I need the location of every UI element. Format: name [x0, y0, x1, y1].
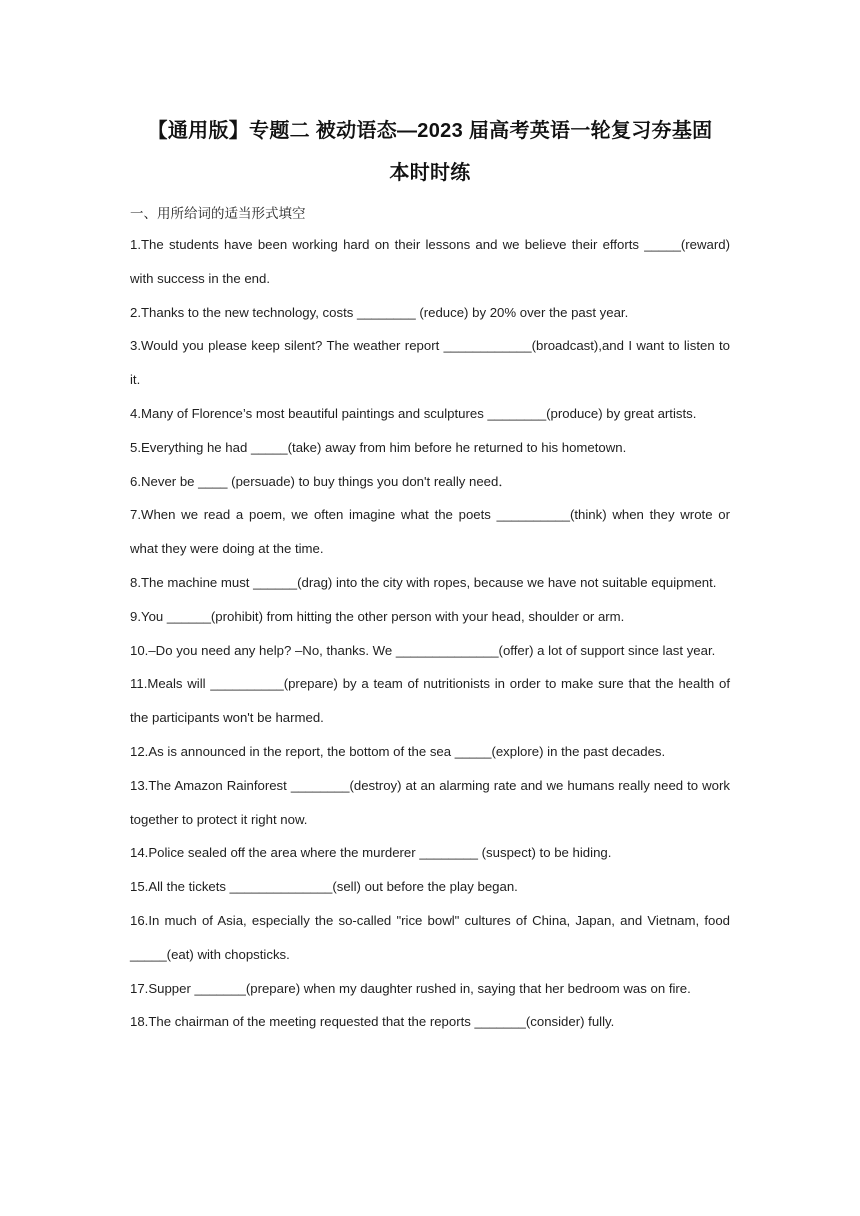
section-heading: 一、用所给词的适当形式填空 [130, 206, 306, 222]
question-item: 13.The Amazon Rainforest ________(destroy) at an alarming rate and we humans really need to work together to protect it right now. [130, 777, 730, 827]
title-line-1: 【通用版】专题二 被动语态—2023 届高考英语一轮复习夯基固 [147, 120, 713, 142]
page-title [100, 110, 760, 194]
question-item: 15.All the tickets ______________(sell) out before the play began. [130, 879, 518, 895]
question-item: 11.Meals will __________(prepare) by a team of nutritionists in order to make sure that the health of the participants won't be harmed. [130, 676, 730, 726]
question-item: 9.You ______(prohibit) from hitting the other person with your head, shoulder or arm. [130, 608, 625, 624]
question-item: 10.–Do you need any help? –No, thanks. We ______________(offer) a lot of support since last year. [130, 642, 716, 658]
question-item: 17.Supper _______(prepare) when my daughter rushed in, saying that her bedroom was on fire. [130, 980, 691, 996]
question-list [130, 228, 730, 1039]
question-item: 1.The students have been working hard on their lessons and we believe their efforts _____(reward) with success in the end. [130, 237, 730, 286]
question-item: 5.Everything he had _____(take) away from him before he returned to his hometown. [130, 439, 627, 455]
question-item: 14.Police sealed off the area where the murderer ________ (suspect) to be hiding. [130, 845, 612, 861]
question-item: 18.The chairman of the meeting requested that the reports _______(consider) fully. [130, 1014, 615, 1030]
question-item: 3.Would you please keep silent? The weather report ____________(broadcast),and I want to listen to it. [130, 338, 730, 388]
title-line-2: 本时时练 [389, 162, 471, 184]
question-item: 12.As is announced in the report, the bottom of the sea _____(explore) in the past decades. [130, 743, 666, 759]
question-item: 6.Never be ____ (persuade) to buy things you don't really need． [130, 473, 512, 489]
question-item: 8.The machine must ______(drag) into the city with ropes, because we have not suitable equipment. [130, 574, 717, 590]
question-item: 16.In much of Asia, especially the so-called "rice bowl" cultures of China, Japan, and Vietnam, food _____(eat) with chopsticks. [130, 912, 730, 962]
question-item: 4.Many of Florence’s most beautiful paintings and sculptures ________(produce) by great artists. [130, 405, 697, 421]
question-item: 7.When we read a poem, we often imagine what the poets __________(think) when they wrote or what they were doing at the time. [130, 507, 730, 557]
question-item: 2.Thanks to the new technology, costs ________ (reduce) by 20% over the past year. [130, 304, 629, 320]
